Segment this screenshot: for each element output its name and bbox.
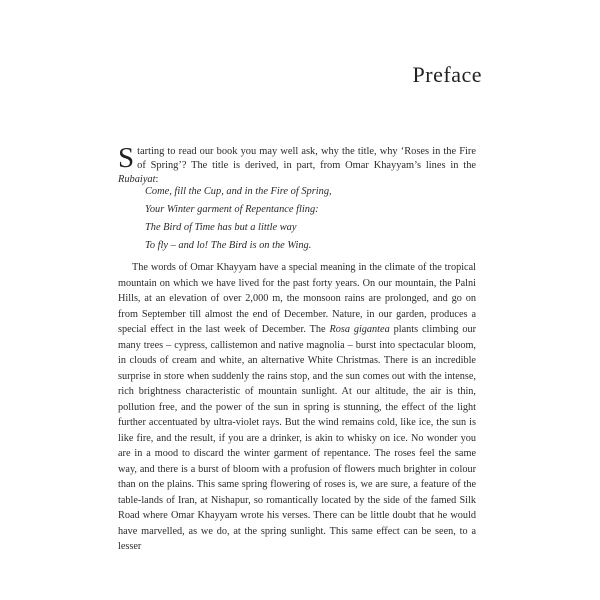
drop-cap: S (118, 142, 135, 174)
page-title: Preface (412, 62, 482, 87)
body-paragraph (118, 260, 476, 555)
verse-line: Your Winter garment of Repentance fling: (145, 204, 319, 215)
body-text (118, 260, 476, 555)
body-text-start: The words of Omar Khayyam have a special meaning in the climate of the tropical mountain on which we have lived for the past forty years. On our mountain, the Palni Hills, at an elevation of over 2,000 m, the monsoon rains are prolonged, and go on from September till almost the end of December. Nature, in our garden, produces a special effect in the last week of December. The (118, 262, 476, 335)
species-name: Rosa gigantea (329, 324, 390, 335)
opening-paragraph (118, 142, 476, 187)
verse-line: To fly – and lo! The Bird is on the Wing. (145, 240, 312, 251)
rubaiyat-title: Rubaiyat (118, 174, 156, 185)
opening-colon: : (155, 174, 159, 185)
verse-line: Come, fill the Cup, and in the Fire of Spring, (145, 186, 332, 197)
opening-text: tarting to read our book you may well ask, why the title, why ‘Roses in the Fire of Spring’? The title is derived, in part, from Omar Khayyam’s lines in the (137, 146, 476, 171)
verse-block (145, 183, 445, 255)
body-text-rest: plants climbing our many trees – cypress, callistemon and native magnolia – burst into spectacular bloom, in clouds of cream and white, an alternative White Christmas. There is an incredible surprise in store when suddenly the rains stop, and the sun comes out with the intense, rich brightness characteristic of mountain sunlight. At our altitude, the air is thin, pollution free, and the power of the sun in spring is stunning, the effect of the light further accentuated by ultra-violet rays. But the wind remains cold, like ice, the sun is like fire, and the result, if you are a drinker, is akin to whisky on ice. No wonder you are in a mood to discard the winter garment of repentance. The roses feel the same way, and there is a burst of bloom with a profusion of flowers much brighter in colour than on the plains. This same spring flowering of roses is, we are sure, a feature of the table-lands of Iran, at Nishapur, so romantically located by the side of the famed Silk Road where Omar Khayyam wrote his verses. There can be little doubt that he would have marvelled, as we do, at the spring sunlight. This same effect can be seen, to a lesser (118, 324, 477, 552)
verse-line: The Bird of Time has but a little way (145, 222, 297, 233)
